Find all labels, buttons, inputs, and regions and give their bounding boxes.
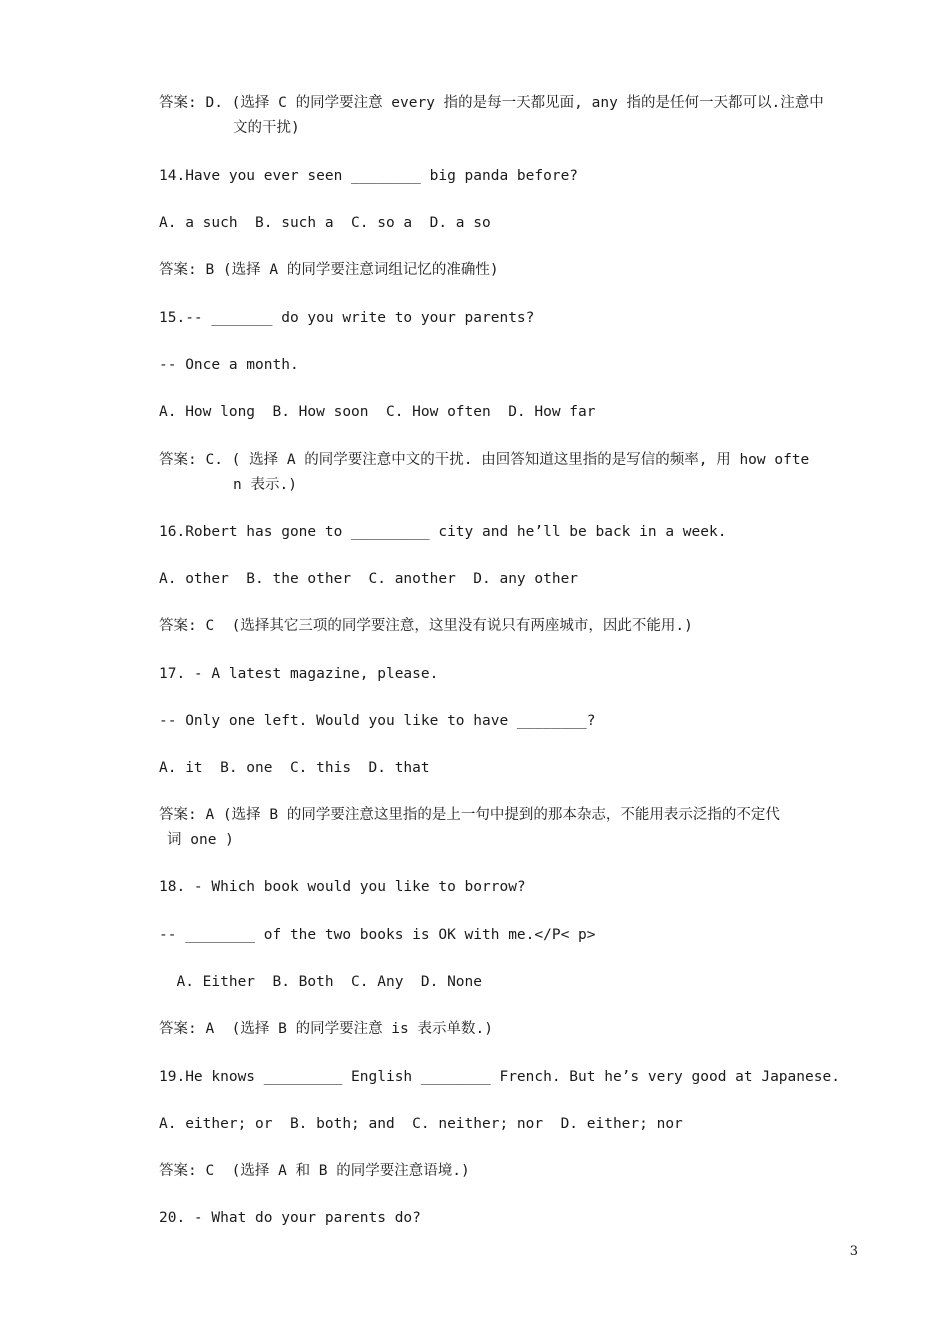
answer-18: 答案: A (选择 B 的同学要注意 is 表示单数.) [159, 1021, 493, 1037]
answer-19: 答案: C (选择 A 和 B 的同学要注意语境.) [159, 1163, 470, 1179]
options-18: A. Either B. Both C. Any D. None [159, 974, 483, 990]
question-19: 19.He knows _________ English ________ French. But he’s very good at Japanese. [159, 1069, 840, 1085]
question-14: 14.Have you ever seen ________ big panda before? [159, 168, 579, 184]
answer-17: 答案: A (选择 B 的同学要注意这里指的是上一句中提到的那本杂志，不能用表示泛指的不定代 词 one ) [159, 807, 780, 848]
question-17: 17. - A latest magazine, please. [159, 666, 439, 682]
options-17: A. it B. one C. this D. that [159, 760, 430, 776]
question-17-reply: -- Only one left. Would you like to have ________? [159, 713, 596, 729]
page-number: 3 [849, 1244, 858, 1259]
answer-14: 答案: B (选择 A 的同学要注意词组记忆的准确性) [159, 262, 499, 278]
question-15: 15.-- _______ do you write to your parents? [159, 310, 535, 326]
question-15-reply: -- Once a month. [159, 357, 299, 373]
options-15: A. How long B. How soon C. How often D. How far [159, 404, 596, 420]
question-18-reply: -- ________ of the two books is OK with me.</P< p> [159, 927, 596, 943]
question-18: 18. - Which book would you like to borrow? [159, 879, 526, 895]
answer-15: 答案: C. ( 选择 A 的同学要注意中文的干扰. 由回答知道这里指的是写信的频率, 用 how ofte n 表示.) [159, 452, 810, 493]
question-16: 16.Robert has gone to _________ city and he’ll be back in a week. [159, 524, 727, 540]
answer-16: 答案: C (选择其它三项的同学要注意，这里没有说只有两座城市，因此不能用.) [159, 618, 693, 634]
options-19: A. either; or B. both; and C. neither; nor D. either; nor [159, 1116, 683, 1132]
answer-13: 答案: D. (选择 C 的同学要注意 every 指的是每一天都见面, any 指的是任何一天都可以.注意中 文的干扰) [159, 95, 824, 136]
options-16: A. other B. the other C. another D. any other [159, 571, 579, 587]
options-14: A. a such B. such a C. so a D. a so [159, 215, 491, 231]
question-20: 20. - What do your parents do? [159, 1210, 421, 1226]
